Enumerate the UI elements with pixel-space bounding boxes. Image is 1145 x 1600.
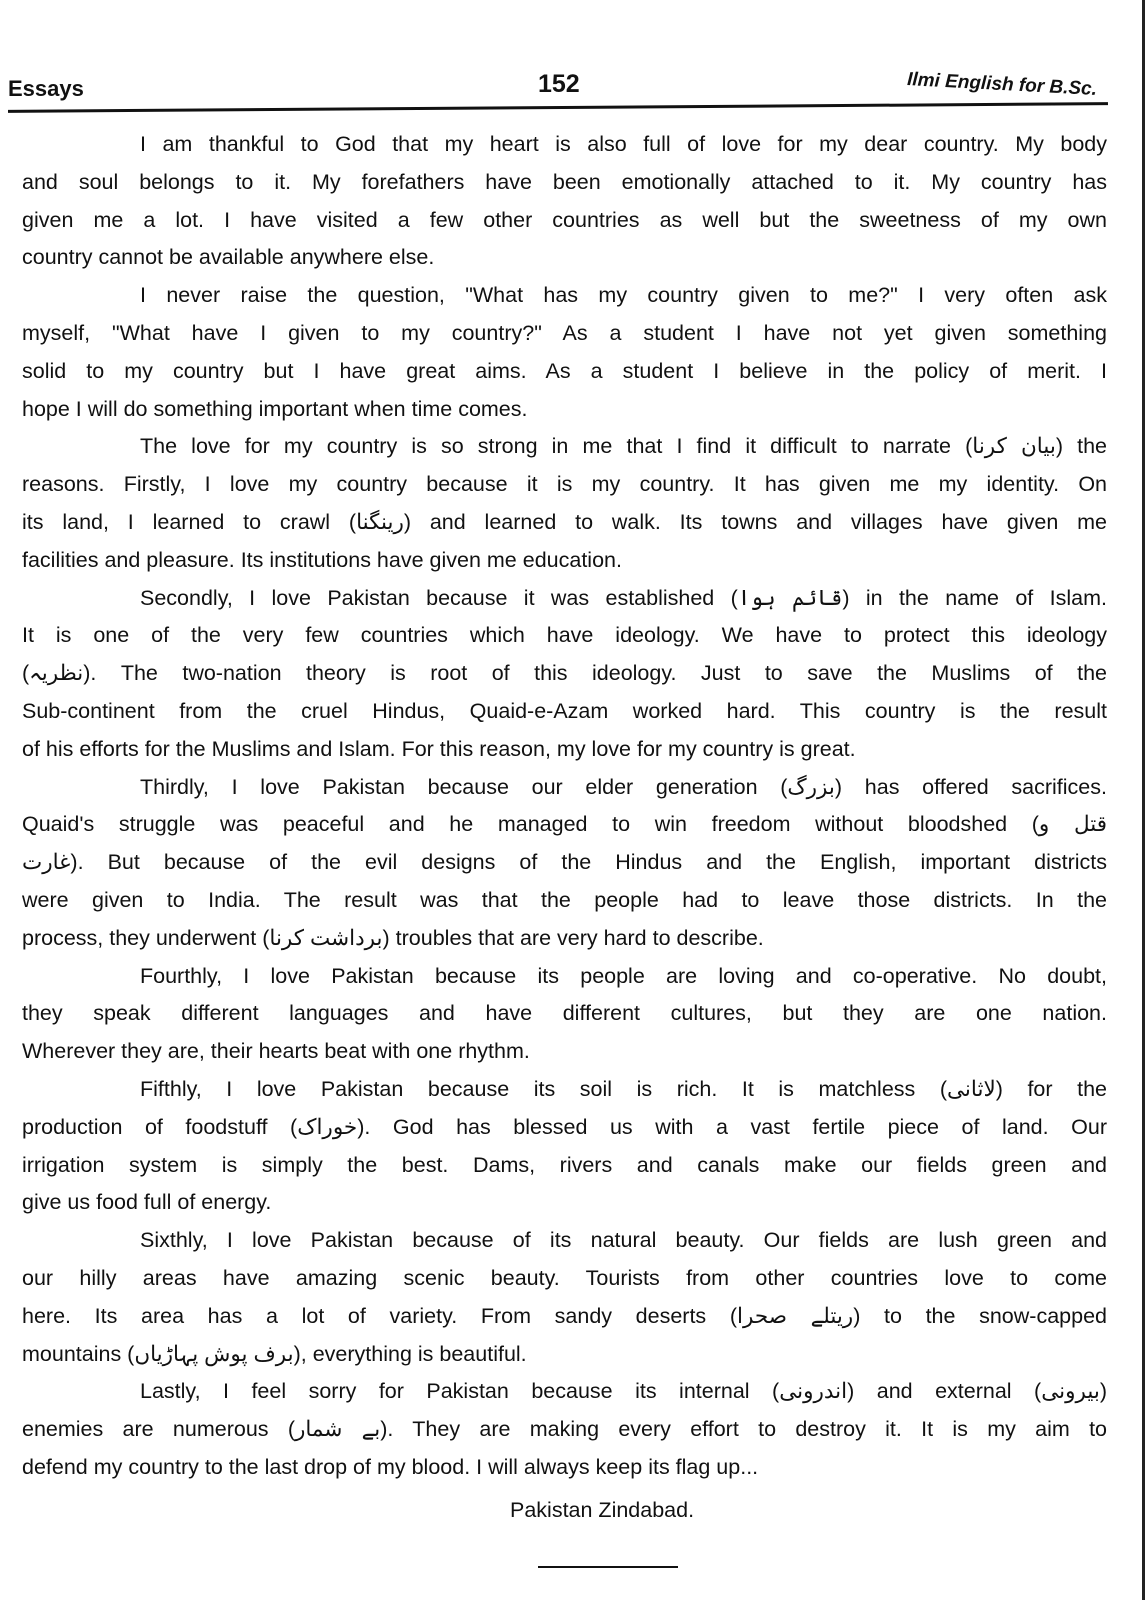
text-line: defend my country to the last drop of my blood. I will always keep its flag up...: [22, 1454, 759, 1479]
text-line: facilities and pleasure. Its institutions have given me education.: [22, 547, 622, 572]
text-line: production of foodstuff (خوراک). God has blessed us with a vast fertile piece of land. Our: [22, 1114, 1107, 1139]
text-line: solid to my country but I have great aims. As a student I believe in the policy of merit. I: [22, 358, 1107, 383]
text-line: its land, I learned to crawl (رینگنا) and learned to walk. Its towns and villages have given me: [22, 509, 1108, 534]
text-line: Wherever they are, their hearts beat with one rhythm.: [22, 1039, 530, 1064]
text-line: Quaid's struggle was peaceful and he managed to win freedom without bloodshed (قتل و: [22, 812, 1107, 837]
text-line: myself, "What have I given to my country?" As a student I have not yet given something: [22, 320, 1107, 345]
paragraph: [22, 1222, 1107, 1373]
text-line: reasons. Firstly, I love my country because it is my country. It has given me my identity. On: [22, 472, 1107, 497]
end-rule: [538, 1566, 678, 1568]
paragraph: [22, 1373, 1107, 1486]
text-line: (نظریہ). The two-nation theory is root of this ideology. Just to save the Muslims of the: [22, 661, 1107, 686]
text-line: Sub-continent from the cruel Hindus, Quaid-e-Azam worked hard. This country is the result: [22, 698, 1107, 723]
paragraph: [22, 769, 1107, 958]
text-line: mountains (برف پوش پہاڑیاں), everything is beautiful.: [22, 1341, 527, 1366]
text-line: they speak different languages and have different cultures, but they are one nation.: [22, 1001, 1107, 1026]
text-line: Fourthly, I love Pakistan because its people are loving and co-operative. No doubt,: [140, 963, 1107, 988]
closing-line: Pakistan Zindabad.: [510, 1498, 695, 1522]
text-line: Lastly, I feel sorry for Pakistan because its internal (اندرونی) and external (بیرونی): [140, 1379, 1107, 1404]
header-rule: [8, 102, 1108, 113]
text-line: enemies are numerous (بے شمار). They are making every effort to destroy it. It is my aim to: [22, 1417, 1108, 1442]
text-line: irrigation system is simply the best. Dams, rivers and canals make our fields green and: [22, 1152, 1107, 1177]
text-line: process, they underwent (برداشت کرنا) troubles that are very hard to describe.: [22, 925, 764, 950]
paragraph: [22, 428, 1107, 579]
text-line: give us food full of energy.: [22, 1190, 272, 1215]
text-line: Sixthly, I love Pakistan because of its natural beauty. Our fields are lush green and: [140, 1228, 1107, 1253]
paragraph: [22, 958, 1107, 1071]
text-line: hope I will do something important when time comes.: [22, 396, 528, 421]
paragraph: [22, 1071, 1107, 1222]
text-line: The love for my country is so strong in me that I find it difficult to narrate (بیان کرنا) the: [140, 434, 1107, 459]
text-line: our hilly areas have amazing scenic beauty. Tourists from other countries love to come: [22, 1265, 1107, 1290]
text-line: I never raise the question, "What has my country given to me?" I very often ask: [140, 283, 1107, 308]
page-number: 152: [538, 70, 580, 98]
text-line: and soul belongs to it. My forefathers have been emotionally attached to it. My country has: [22, 169, 1107, 194]
text-line: were given to India. The result was that the people had to leave those districts. In the: [22, 887, 1107, 912]
text-line: here. Its area has a lot of variety. From sandy deserts (ریتلے صحرا) to the snow-capped: [22, 1303, 1107, 1328]
text-line: It is one of the very few countries which have ideology. We have to protect this ideology: [22, 623, 1107, 648]
paragraph: [22, 277, 1107, 428]
running-header-section: Essays: [8, 76, 84, 101]
paragraph: [22, 580, 1107, 769]
text-line: of his efforts for the Muslims and Islam. For this reason, my love for my country is great.: [22, 736, 856, 761]
text-line: Secondly, I love Pakistan because it was established (قائم ہوا) in the name of Islam.: [140, 585, 1107, 610]
paragraph: [22, 126, 1107, 277]
essay-body: [22, 126, 1107, 1487]
running-header-book-title: Ilmi English for B.Sc.: [906, 69, 1098, 100]
text-line: given me a lot. I have visited a few other countries as well but the sweetness of my own: [22, 207, 1107, 232]
text-line: I am thankful to God that my heart is also full of love for my dear country. My body: [140, 132, 1107, 156]
text-line: country cannot be available anywhere else.: [22, 245, 435, 270]
text-line: غارت). But because of the evil designs of the Hindus and the English, important districts: [22, 850, 1107, 875]
text-line: Thirdly, I love Pakistan because our elder generation (بزرگ) has offered sacrifices.: [140, 774, 1107, 799]
text-line: Fifthly, I love Pakistan because its soil is rich. It is matchless (لاثانی) for the: [140, 1076, 1107, 1101]
